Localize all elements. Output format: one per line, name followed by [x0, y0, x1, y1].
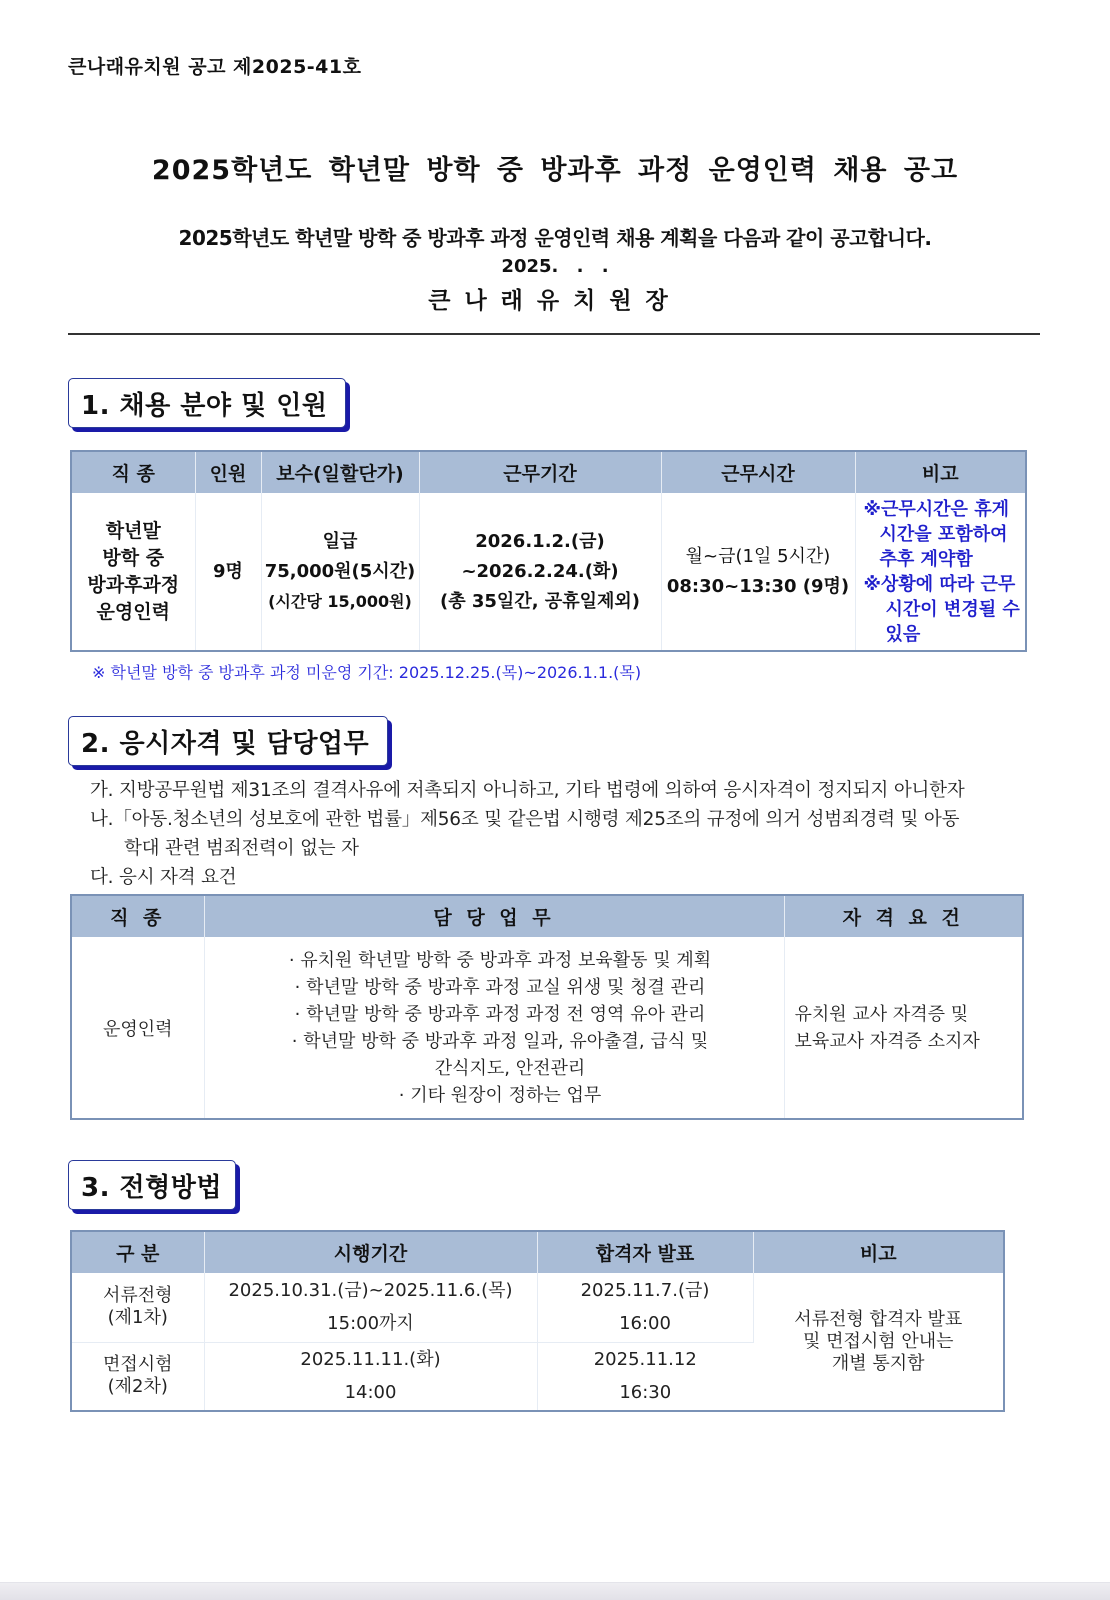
col-qualification: 자 격 요 건	[784, 895, 1023, 937]
col-remarks: 비고	[855, 451, 1026, 493]
cell-headcount: 9명	[195, 493, 261, 651]
section3-heading: 3. 전형방법	[68, 1160, 236, 1210]
col-duties: 담 당 업 무	[204, 895, 784, 937]
cell-period: 2025.10.31.(금)~2025.11.6.(목) 15:00까지	[204, 1273, 537, 1342]
section1-heading: 1. 채용 분야 및 인원	[68, 378, 346, 428]
cell-job-type: 운영인력	[71, 937, 204, 1119]
non-operation-note: ※ 학년말 방학 중 방과후 과정 미운영 기간: 2025.12.25.(목)~2026.1.1.(목)	[92, 663, 642, 682]
cell-pay: 일급 75,000원(5시간) (시간당 15,000원)	[261, 493, 419, 651]
col-period: 근무기간	[419, 451, 661, 493]
document-subtitle: 2025학년도 학년말 방학 중 방과후 과정 운영인력 채용 계획을 다음과 같이 공고합니다.	[178, 226, 932, 250]
divider	[68, 333, 1040, 335]
cell-period: 2026.1.2.(금) ~2026.2.24.(화) (총 35일간, 공휴일제외)	[419, 493, 661, 651]
col-job-type: 직 종	[71, 895, 204, 937]
document-title: 2025학년도 학년말 방학 중 방과후 과정 운영인력 채용 공고	[151, 155, 959, 186]
cell-stage: 면접시험 (제2차)	[71, 1342, 204, 1411]
table-header-row	[71, 1231, 1004, 1273]
section2-heading: 2. 응시자격 및 담당업무	[68, 716, 388, 766]
document-signer: 큰나래유치원장	[428, 288, 682, 314]
col-announce: 합격자 발표	[537, 1231, 753, 1273]
cell-hours: 월~금(1일 5시간) 08:30~13:30 (9명)	[661, 493, 855, 651]
qualification-item-na: 나.「아동.청소년의 성보호에 관한 법률」제56조 및 같은법 시행령 제25조의 규정에 의거 성범죄경력 및 아동	[90, 809, 960, 830]
cell-announce: 2025.11.7.(금) 16:00	[537, 1273, 753, 1342]
cell-period: 2025.11.11.(화) 14:00	[204, 1342, 537, 1411]
document-date: 2025. . .	[501, 256, 609, 277]
cell-job-type: 학년말 방학 중 방과후과정 운영인력	[71, 493, 195, 651]
qualification-item-da: 다. 응시 자격 요건	[90, 867, 237, 888]
viewer-bottom-bar	[0, 1582, 1110, 1600]
recruitment-table	[70, 450, 1027, 652]
table-row	[71, 1273, 1004, 1342]
duties-table	[70, 894, 1024, 1120]
qualification-item-na-cont: 학대 관련 범죄전력이 없는 자	[124, 838, 359, 859]
selection-table	[70, 1230, 1005, 1412]
table-row	[71, 937, 1023, 1119]
cell-remarks: ※근무시간은 휴게 시간을 포함하여 추후 계약함 ※상황에 따라 근무 시간이 변경될 수 있음	[863, 498, 1020, 645]
cell-announce: 2025.11.12 16:30	[593, 1349, 697, 1404]
qualification-item-ga: 가. 지방공무원법 제31조의 결격사유에 저촉되지 아니하고, 기타 법령에 의하여 응시자격이 정지되지 아니한자	[90, 780, 965, 801]
cell-remarks: 서류전형 합격자 발표 및 면접시험 안내는 개별 통지함	[753, 1273, 1004, 1411]
table-header-row	[71, 451, 1026, 493]
col-hours: 근무시간	[661, 451, 855, 493]
col-job-type: 직 종	[71, 451, 195, 493]
col-period: 시행기간	[204, 1231, 537, 1273]
cell-stage: 서류전형 (제1차)	[71, 1273, 204, 1342]
cell-duties: · 유치원 학년말 방학 중 방과후 과정 보육활동 및 계획 · 학년말 방학 중 방과후 과정 교실 위생 및 청결 관리 · 학년말 방학 중 방과후 과정 과정 전 영역 유아 관리 · 학년말 방학 중 방과후 과정 일과, 유아출결, 급식 및 간식지도, 안전관리 · 기타 원장이 정하는 업무	[204, 937, 784, 1119]
col-remarks: 비고	[753, 1231, 1004, 1273]
table-row	[71, 493, 1026, 651]
cell-qualification: 유치원 교사 자격증 및 보육교사 자격증 소지자	[794, 1003, 980, 1052]
col-stage: 구 분	[71, 1231, 204, 1273]
notice-number: 큰나래유치원 공고 제2025-41호	[68, 56, 362, 78]
col-pay: 보수(일할단가)	[261, 451, 419, 493]
table-header-row	[71, 895, 1023, 937]
col-headcount: 인원	[195, 451, 261, 493]
